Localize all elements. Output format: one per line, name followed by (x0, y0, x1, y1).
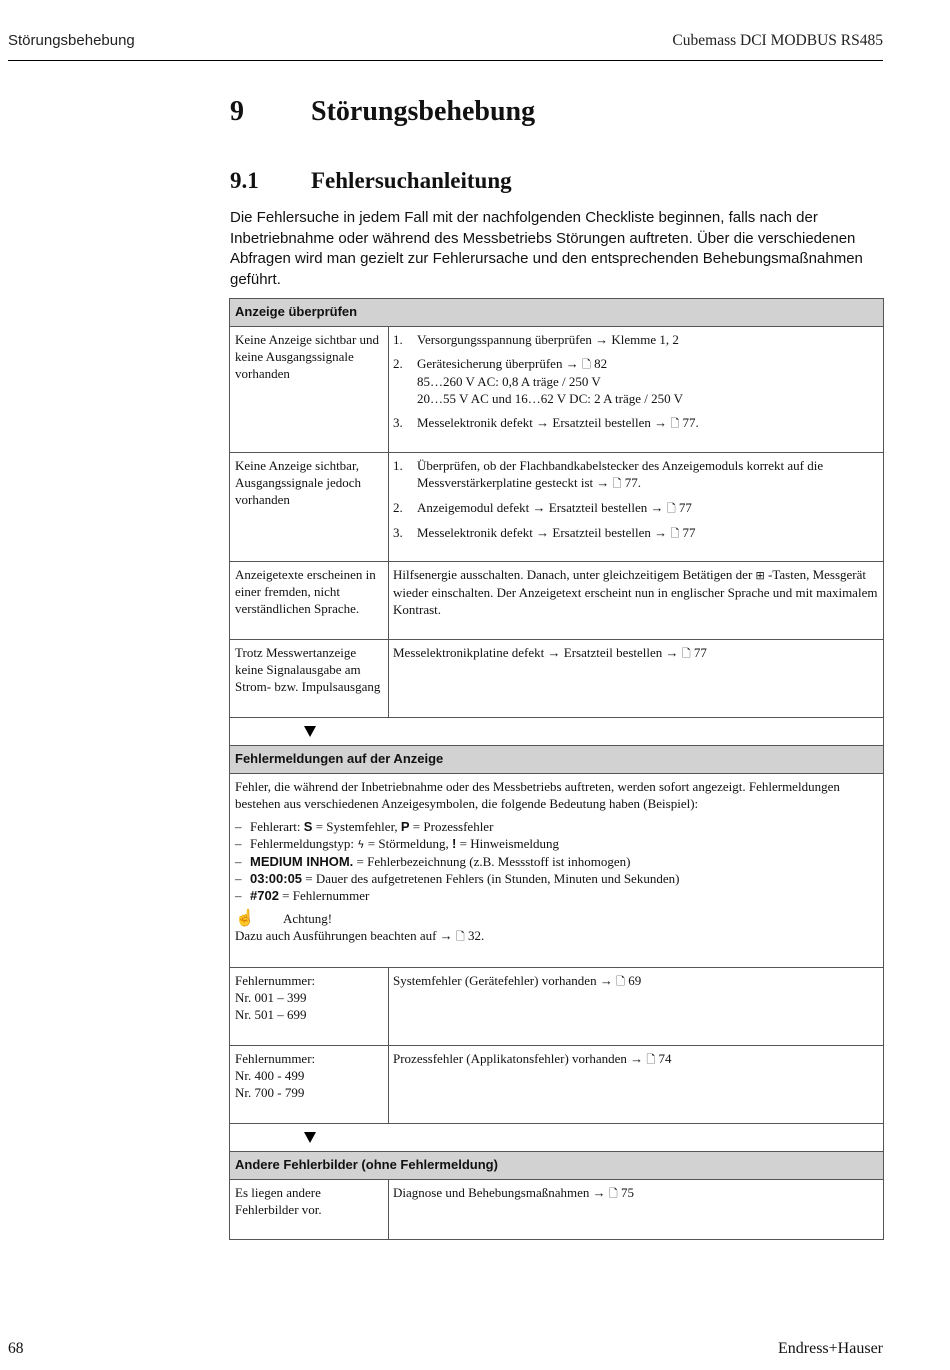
table-row (230, 326, 883, 452)
page-ref[interactable]: 77 (682, 525, 696, 540)
page-ref[interactable]: 77. (682, 415, 699, 430)
page-ref-icon: 🗋 (670, 527, 680, 540)
cell-line: Fehlernummer: (235, 1051, 316, 1066)
page-ref-icon: 🗋 (666, 502, 676, 515)
remedy-cell (389, 453, 883, 561)
page-ref-icon: 🗋 (612, 477, 622, 490)
remedy-text: Hilfsenergie ausschalten. Danach, unter gleichzeitigem Betätigen der (393, 567, 756, 582)
caution-hand-icon: ☝ (235, 910, 255, 927)
list-number: 2. (393, 356, 403, 371)
cell-line: Fehlernummer: (235, 973, 316, 988)
list-text: Anzeigemodul defekt → Ersatzteil bestellen → (417, 500, 667, 515)
page-ref[interactable]: 69 (628, 973, 642, 988)
page-ref[interactable]: 32. (468, 928, 485, 943)
page-ref[interactable]: 77 (678, 500, 692, 515)
list-text: = Fehlerbezeichnung (z.B. Messstoff ist inhomogen) (353, 854, 631, 869)
symptom-cell (230, 1046, 389, 1123)
list-text: Gerätesicherung überprüfen → (417, 356, 582, 371)
list-text: Überprüfen, ob der Flachbandkabelstecker des Anzeigemoduls korrekt auf die Messverstärkerplatine gesteckt ist → (417, 458, 824, 490)
list-number: 3. (393, 525, 403, 540)
list-item (393, 457, 878, 492)
list-item (393, 499, 878, 517)
section-header-andere: Andere Fehlerbilder (ohne Fehlermeldung) (230, 1151, 883, 1179)
table-row (230, 967, 883, 1045)
list-subline: 20…55 V AC und 16…62 V DC: 2 A träge / 250 V (417, 391, 684, 406)
table-row (230, 639, 883, 717)
list-item (393, 524, 878, 542)
chapter-title: Störungsbehebung (311, 96, 536, 127)
page-ref[interactable]: 77. (624, 475, 642, 490)
remedy-text: Diagnose und Behebungsmaßnahmen → (393, 1185, 609, 1200)
header-rule (8, 60, 883, 61)
page-ref-icon: 🗋 (581, 358, 591, 371)
table-row (230, 1179, 883, 1239)
section-number: 9.1 (230, 168, 259, 193)
cell-line: Nr. 400 - 499 (235, 1068, 305, 1083)
symptom-cell: Trotz Messwertanzeige keine Signalausgabe am Strom- bzw. Impulsausgang (230, 640, 389, 717)
running-header-left: Störungsbehebung (8, 32, 135, 49)
list-subline: 85…260 V AC: 0,8 A träge / 250 V (417, 374, 601, 389)
symptom-cell: Keine Anzeige sichtbar und keine Ausgangssignale vorhanden (230, 327, 389, 452)
page-ref-icon: 🗋 (646, 1053, 656, 1066)
list-text: Messelektronik defekt → Ersatzteil bestellen → (417, 415, 671, 430)
list-item: – Fehlerart: S = Systemfehler, P = Prozessfehler (235, 819, 494, 834)
page-ref[interactable]: 74 (658, 1051, 672, 1066)
list-text: = Hinweismeldung (456, 836, 560, 851)
page-ref[interactable]: 75 (621, 1185, 635, 1200)
list-text: Versorgungsspannung überprüfen → Klemme 1, 2 (417, 332, 679, 347)
remedy-text: Systemfehler (Gerätefehler) vorhanden → (393, 973, 617, 988)
remedy-cell (389, 640, 883, 717)
symptom-cell: Keine Anzeige sichtbar, Ausgangssignale jedoch vorhanden (230, 453, 389, 561)
description-paragraph: Fehler, die während der Inbetriebnahme oder des Messbetriebs auftreten, werden sofort angezeigt. Fehlermeldungen bestehen aus verschiedenen Anzeigesymbolen, die folgende Bedeutung haben (Beispiel): (235, 779, 840, 811)
page-ref-icon: 🗋 (616, 975, 625, 988)
caution-label: Achtung! (283, 911, 333, 926)
list-number: 1. (393, 458, 403, 473)
page-ref-icon: 🗋 (681, 647, 691, 660)
error-number: #702 (250, 888, 279, 903)
page-ref[interactable]: 77 (693, 645, 707, 660)
list-text: = Störmeldung, (364, 836, 453, 851)
table-row (230, 452, 883, 561)
cell-line: Nr. 001 – 399 (235, 990, 307, 1005)
error-message-description (230, 773, 883, 967)
remedy-cell (389, 327, 883, 452)
list-number: 1. (393, 332, 403, 347)
cell-line: Nr. 700 - 799 (235, 1085, 305, 1100)
note-line (235, 927, 878, 945)
brand-name: Endress+Hauser (778, 1340, 883, 1357)
list-item (393, 331, 878, 348)
lightning-icon: ϟ (357, 838, 365, 851)
remedy-cell (389, 562, 883, 639)
symptom-cell (230, 968, 389, 1045)
list-item: – Fehlermeldungstyp: ϟ = Störmeldung, ! = Hinweismeldung (235, 836, 560, 851)
down-triangle-icon (304, 1132, 316, 1143)
list-number: 2. (393, 500, 403, 515)
remedy-cell (389, 1180, 883, 1239)
page-ref-icon: 🗋 (455, 930, 465, 943)
symbol-s: S (303, 819, 313, 834)
list-text: = Systemfehler, (312, 819, 401, 834)
intro-paragraph: Die Fehlersuche in jedem Fall mit der nachfolgenden Checkliste beginnen, falls nach der Inbetriebnahme oder während des Messbetriebs Störungen auftreten. Über die verschiedenen Abfragen wird man gezielt zur Fehlerursache und den entsprechenden Behebungsmaßnahmen geführt. (230, 209, 863, 288)
list-text: Messelektronik defekt → Ersatzteil bestellen → (417, 525, 671, 540)
symbol-p: P (400, 819, 410, 834)
remedy-text: -Tasten, Messgerät wieder einschalten. Der Anzeigetext erscheint nun in englischer Sprache und mit maximalem Kontrast. (393, 567, 878, 617)
page-ref[interactable]: 82 (594, 356, 608, 371)
chapter-heading (230, 96, 535, 128)
page-ref-icon: 🗋 (608, 1187, 618, 1200)
error-duration: 03:00:05 (250, 871, 303, 886)
list-item: – #702 = Fehlernummer (235, 888, 370, 903)
symptom-cell: Anzeigetexte erscheinen in einer fremden, nicht verständlichen Sprache. (230, 562, 389, 639)
page-ref-icon: 🗋 (670, 417, 680, 430)
chapter-number: 9 (230, 96, 244, 127)
section-heading (230, 168, 512, 194)
list-item: – MEDIUM INHOM. = Fehlerbezeichnung (z.B. Messstoff ist inhomogen) (235, 854, 631, 869)
remedy-cell (389, 1046, 883, 1123)
cell-line: Nr. 501 – 699 (235, 1007, 307, 1022)
flow-arrow-row (230, 717, 883, 745)
list-text: = Fehlernummer (278, 888, 370, 903)
section-title: Fehlersuchanleitung (311, 168, 512, 193)
list-item: – 03:00:05 = Dauer des aufgetretenen Fehlers (in Stunden, Minuten und Sekunden) (235, 871, 680, 886)
remedy-text: Prozessfehler (Applikatonsfehler) vorhanden → (393, 1051, 647, 1066)
list-text: Fehlerart: (250, 819, 304, 834)
list-text: = Prozessfehler (409, 819, 494, 834)
remedy-text: Messelektronikplatine defekt → Ersatzteil bestellen → (393, 645, 682, 660)
list-item (393, 414, 878, 432)
caution-note (235, 910, 878, 927)
table-row (230, 561, 883, 639)
list-text: = Dauer des aufgetretenen Fehlers (in Stunden, Minuten und Sekunden) (302, 871, 680, 886)
list-item (393, 355, 878, 407)
list-text: Fehlermeldungstyp: (250, 836, 358, 851)
table-row (230, 1045, 883, 1123)
note-text: Dazu auch Ausführungen beachten auf → (235, 928, 456, 943)
key-icon: ⊞ (755, 569, 765, 582)
error-label: MEDIUM INHOM. (250, 854, 354, 869)
troubleshooting-table (229, 298, 884, 1240)
flow-arrow-row (230, 1123, 883, 1151)
running-header-right: Cubemass DCI MODBUS RS485 (672, 32, 883, 49)
section-header-fehlermeldungen: Fehlermeldungen auf der Anzeige (230, 745, 883, 773)
section-header-anzeige: Anzeige überprüfen (230, 298, 883, 326)
list-number: 3. (393, 415, 403, 430)
symptom-cell: Es liegen andere Fehlerbilder vor. (230, 1180, 389, 1239)
page-number: 68 (8, 1340, 24, 1357)
down-triangle-icon (304, 726, 316, 737)
symbol-exclamation: ! (452, 836, 457, 851)
remedy-cell (389, 968, 883, 1045)
